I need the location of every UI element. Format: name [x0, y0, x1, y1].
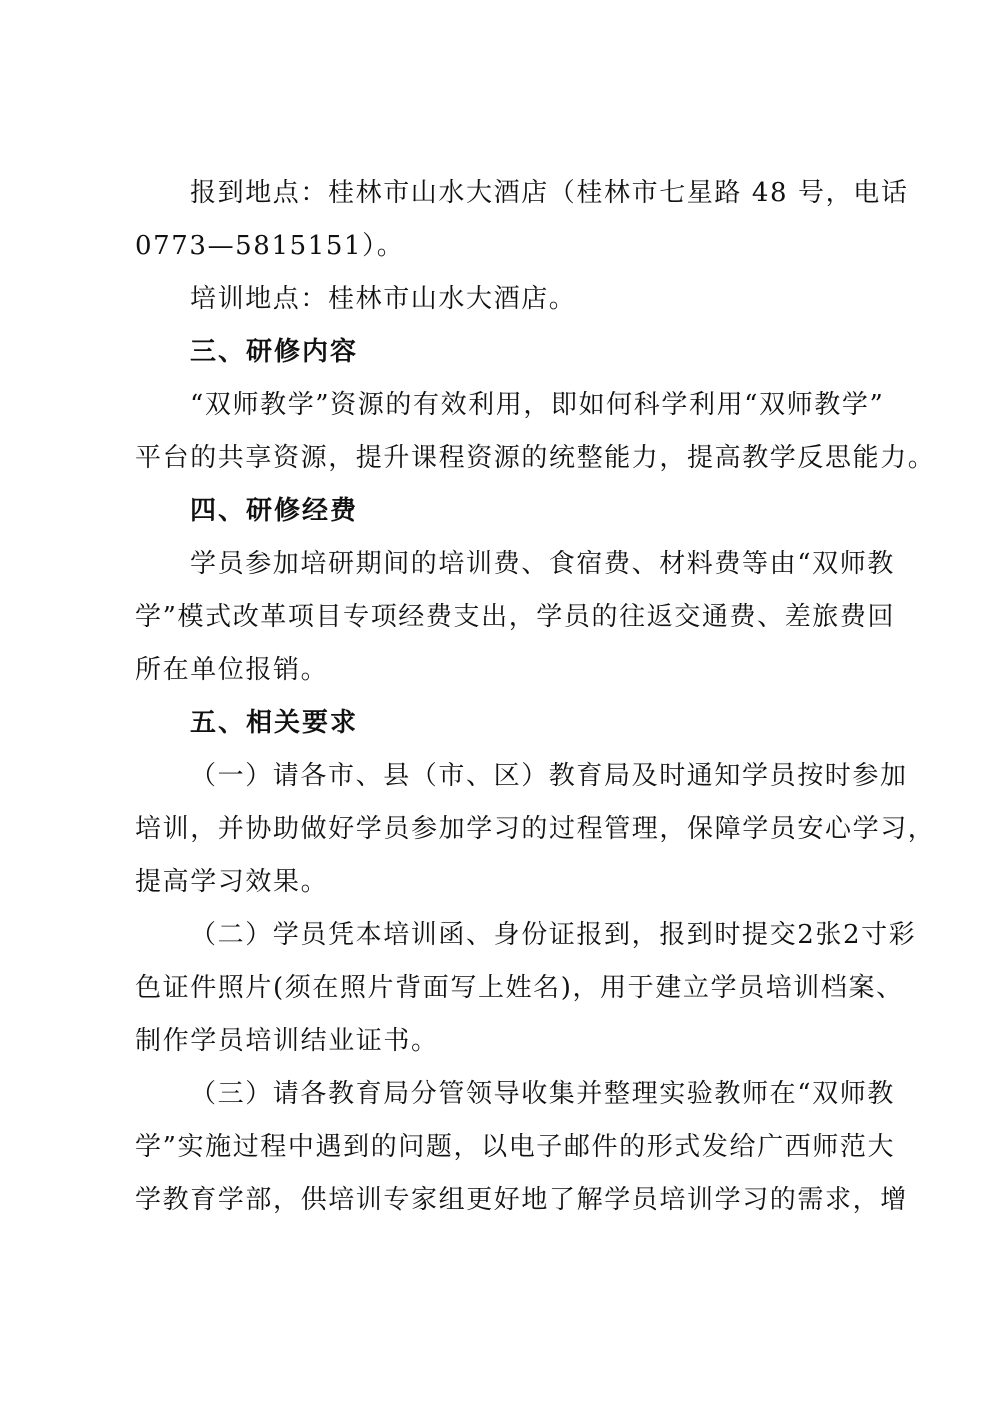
funding-paragraph-line: 学”模式改革项目专项经费支出，学员的往返交通费、差旅费回 [135, 602, 896, 632]
requirement-two-line: 制作学员培训结业证书。 [135, 1026, 439, 1056]
content-paragraph-line: “双师教学”资源的有效利用，即如何科学利用“双师教学” [190, 390, 885, 420]
requirement-three-line: 学教育学部，供培训专家组更好地了解学员培训学习的需求，增 [135, 1185, 908, 1215]
funding-paragraph-line: 学员参加培研期间的培训费、食宿费、材料费等由“双师教 [190, 549, 895, 579]
requirement-three-line: （三）请各教育局分管领导收集并整理实验教师在“双师教 [190, 1079, 895, 1109]
requirement-two-line: 色证件照片(须在照片背面写上姓名)，用于建立学员培训档案、 [135, 973, 904, 1003]
registration-phone-line: 0773—5815151）。 [135, 231, 405, 261]
requirement-one-line: 提高学习效果。 [135, 867, 329, 897]
registration-location-line: 报到地点：桂林市山水大酒店（桂林市七星路 48 号，电话 [190, 178, 909, 208]
section-heading-requirements: 五、相关要求 [190, 708, 359, 738]
requirement-three-line: 学”实施过程中遇到的问题，以电子邮件的形式发给广西师范大 [135, 1132, 896, 1162]
requirement-two-line: （二）学员凭本培训函、身份证报到，报到时提交2张2寸彩 [190, 920, 917, 950]
content-paragraph-line: 平台的共享资源，提升课程资源的统整能力，提高教学反思能力。 [135, 443, 936, 473]
requirement-one-line: （一）请各市、县（市、区）教育局及时通知学员按时参加 [190, 761, 908, 791]
requirement-one-line: 培训，并协助做好学员参加学习的过程管理，保障学员安心学习， [135, 814, 936, 844]
section-heading-funding: 四、研修经费 [190, 496, 359, 526]
section-heading-content: 三、研修内容 [190, 337, 359, 367]
training-location-line: 培训地点：桂林市山水大酒店。 [190, 284, 577, 314]
funding-paragraph-line: 所在单位报销。 [135, 655, 329, 685]
